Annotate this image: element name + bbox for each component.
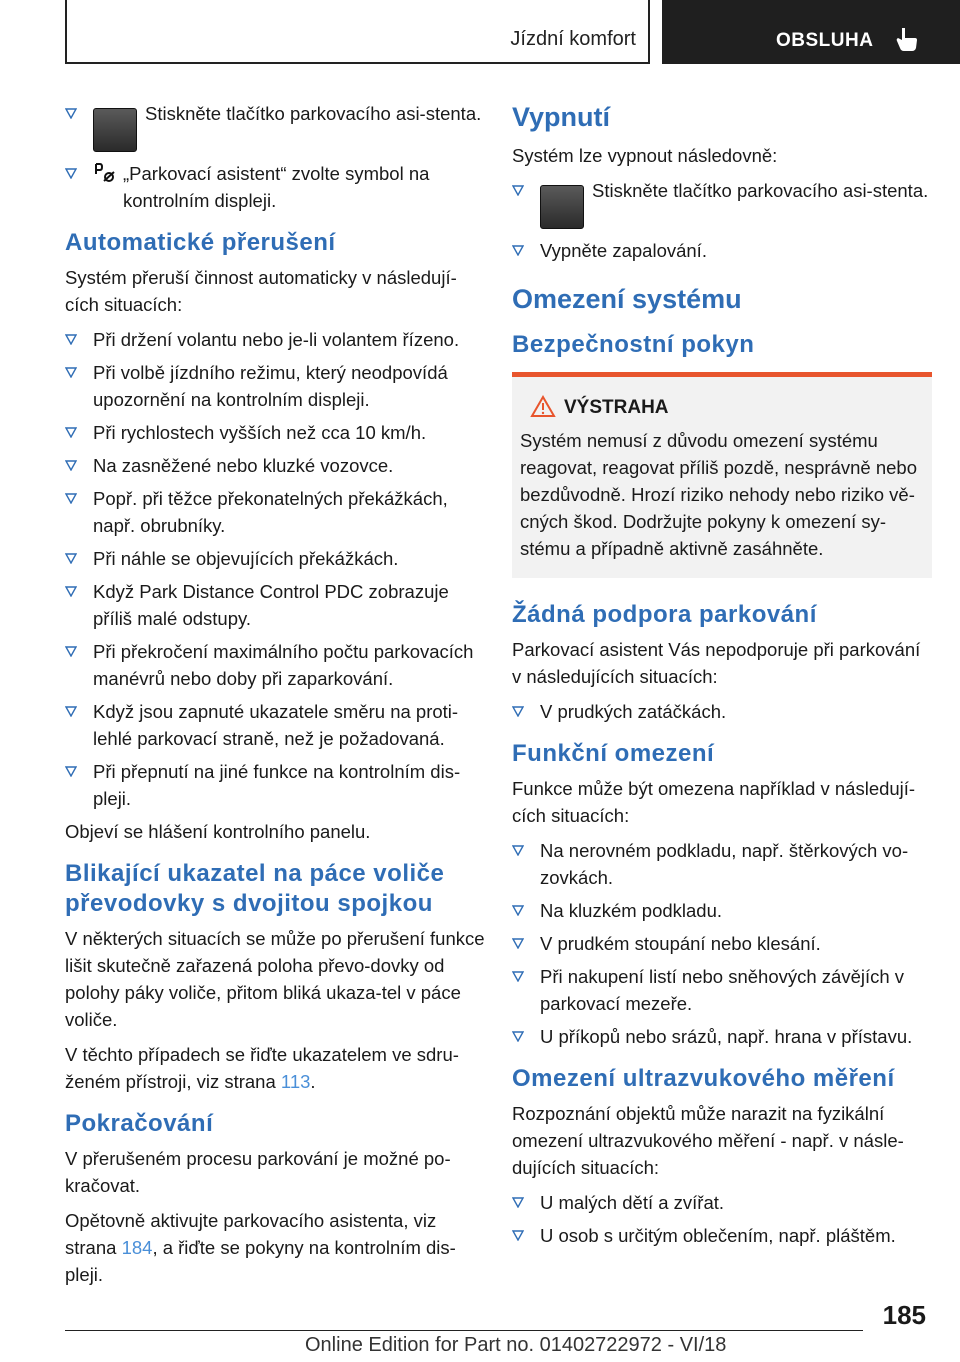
list-item-text: Stiskněte tlačítko parkovacího asi-stenta. xyxy=(592,180,929,201)
warning-triangle-icon xyxy=(530,395,556,418)
triangle-bullet-icon xyxy=(65,586,77,597)
list-item xyxy=(65,758,485,812)
section-heading: Blikající ukazatel na páce voliče převodovky s dvojitou spojkou xyxy=(65,860,445,917)
list-item xyxy=(512,1189,932,1216)
paragraph: Parkovací asistent Vás nepodporuje při parkování v následujících situacích: xyxy=(512,639,921,687)
warning-text: Systém nemusí z důvodu omezení systému reagovat, reagovat příliš pozdě, nesprávně nebo bezdůvodně. Hrozí riziko nehody nebo riziko vě-cných škod. Dodržujte pokyny k omezení sy-stému a případně aktivně zasáhněte. xyxy=(520,430,917,559)
triangle-bullet-icon xyxy=(65,367,77,378)
list-item-text: Při náhle se objevujících překážkách. xyxy=(93,548,399,569)
paragraph: V těchto případech se řiďte ukazatelem ve sdru-ženém přístroji, viz strana 113. xyxy=(65,1044,459,1092)
section-heading: Pokračování xyxy=(65,1110,214,1137)
list-item-text: Při rychlostech vyšších než cca 10 km/h. xyxy=(93,422,427,443)
warning-box xyxy=(512,372,932,578)
section-heading: Omezení ultrazvukového měření xyxy=(512,1065,895,1092)
bullet-list xyxy=(512,1189,932,1249)
page-number: 185 xyxy=(882,1300,926,1330)
triangle-bullet-icon xyxy=(65,493,77,504)
list-item xyxy=(512,177,932,231)
left-column xyxy=(65,100,485,1296)
list-item xyxy=(512,930,932,957)
triangle-bullet-icon xyxy=(512,185,524,196)
paragraph: V některých situacích se může po přerušení funkce lišit skutečně zařazená poloha převo-dovky od polohy páky voliče, přitom bliká ukaza-tel v páce voliče. xyxy=(65,928,485,1030)
triangle-bullet-icon xyxy=(512,1197,524,1208)
triangle-bullet-icon xyxy=(512,1031,524,1042)
list-item-text: Popř. při těžce překonatelných překážkách, např. obrubníky. xyxy=(93,488,448,536)
section-heading: Omezení systému xyxy=(512,284,742,314)
list-item-text: Při překročení maximálního počtu parkovacích manévrů nebo doby při zaparkování. xyxy=(93,641,474,689)
list-item-text: Když jsou zapnuté ukazatele směru na proti-lehlé parkovací straně, než je požadovaná. xyxy=(93,701,459,749)
list-item xyxy=(65,578,485,632)
list-item xyxy=(65,452,485,479)
list-item-text: U malých dětí a zvířat. xyxy=(540,1192,725,1213)
triangle-bullet-icon xyxy=(65,168,77,179)
paragraph: Funkce může být omezena například v následují-cích situacích: xyxy=(512,778,916,826)
triangle-bullet-icon xyxy=(65,646,77,657)
list-item xyxy=(65,638,485,692)
list-item xyxy=(512,963,932,1017)
footer-divider xyxy=(65,1330,863,1331)
section-heading: Žádná podpora parkování xyxy=(512,601,817,628)
page-link[interactable]: 184 xyxy=(121,1237,153,1258)
warning-label: VÝSTRAHA xyxy=(564,397,669,418)
list-item xyxy=(65,160,485,214)
header-section-title: Jízdní komfort xyxy=(510,28,636,50)
list-item-text: Při přepnutí na jiné funkce na kontrolním dis-pleji. xyxy=(93,761,461,809)
list-item-text: Na nerovném podkladu, např. štěrkových vo-zovkách. xyxy=(540,840,909,888)
page-link[interactable]: 113 xyxy=(280,1071,311,1092)
header-tab-label: OBSLUHA xyxy=(776,30,874,51)
paragraph: Rozpoznání objektů může narazit na fyzikální omezení ultrazvukového měření - např. v násle-dujících situacích: xyxy=(512,1103,904,1178)
list-item xyxy=(65,545,485,572)
list-item-text: Když Park Distance Control PDC zobrazuje příliš malé odstupy. xyxy=(93,581,449,629)
list-item xyxy=(65,698,485,752)
paragraph: Systém přeruší činnost automaticky v následují-cích situacích: xyxy=(65,267,457,315)
bullet-list xyxy=(512,837,932,1050)
triangle-bullet-icon xyxy=(512,1230,524,1241)
list-item xyxy=(512,237,932,264)
bullet-list xyxy=(512,698,932,725)
triangle-bullet-icon xyxy=(512,706,524,717)
list-item xyxy=(65,326,485,353)
parking-assistant-symbol-icon xyxy=(93,162,117,184)
triangle-bullet-icon xyxy=(65,553,77,564)
header-bar xyxy=(65,0,650,64)
list-item xyxy=(512,698,932,725)
list-item-text: „Parkovací asistent“ zvolte symbol na kontrolním displeji. xyxy=(123,163,430,211)
section-heading: Automatické přerušení xyxy=(65,229,336,256)
list-item xyxy=(512,1023,932,1050)
footer-edition: Online Edition for Part no. 01402722972 - VI/18 xyxy=(305,1334,727,1356)
triangle-bullet-icon xyxy=(512,905,524,916)
list-item-text: V prudkém stoupání nebo klesání. xyxy=(540,933,821,954)
right-column xyxy=(512,100,932,1255)
list-item-text: V prudkých zatáčkách. xyxy=(540,701,727,722)
list-item-text: Při držení volantu nebo je-li volantem řízeno. xyxy=(93,329,460,350)
triangle-bullet-icon xyxy=(65,460,77,471)
list-item-text: U příkopů nebo srázů, např. hrana v přístavu. xyxy=(540,1026,913,1047)
header-tab xyxy=(662,0,960,64)
paragraph: V přerušeném procesu parkování je možné po-kračovat. xyxy=(65,1148,451,1196)
triangle-bullet-icon xyxy=(65,766,77,777)
list-item xyxy=(65,485,485,539)
list-item-text: Na kluzkém podkladu. xyxy=(540,900,723,921)
parking-assistant-button-icon xyxy=(540,185,584,229)
hand-pointer-icon xyxy=(896,26,918,52)
list-item-text: U osob s určitým oblečením, např. pláštěm. xyxy=(540,1225,896,1246)
section-heading: Funkční omezení xyxy=(512,740,715,767)
list-item-text: Při volbě jízdního režimu, který neodpovídá upozornění na kontrolním displeji. xyxy=(93,362,448,410)
list-item xyxy=(65,419,485,446)
list-item-text: Stiskněte tlačítko parkovacího asi-stenta. xyxy=(145,103,482,124)
bullet-list xyxy=(65,326,485,812)
list-item xyxy=(512,1222,932,1249)
list-item xyxy=(65,359,485,413)
section-heading: Bezpečnostní pokyn xyxy=(512,331,755,358)
list-item xyxy=(512,837,932,891)
triangle-bullet-icon xyxy=(65,427,77,438)
paragraph: Objeví se hlášení kontrolního panelu. xyxy=(65,821,371,842)
triangle-bullet-icon xyxy=(512,245,524,256)
paragraph: Systém lze vypnout následovně: xyxy=(512,145,778,166)
paragraph: Opětovně aktivujte parkovacího asistenta, viz strana 184, a řiďte se pokyny na kontrolním dis-pleji. xyxy=(65,1210,456,1285)
triangle-bullet-icon xyxy=(65,706,77,717)
list-item-text: Vypněte zapalování. xyxy=(540,240,707,261)
triangle-bullet-icon xyxy=(512,845,524,856)
triangle-bullet-icon xyxy=(65,108,77,119)
section-heading: Vypnutí xyxy=(512,102,610,132)
triangle-bullet-icon xyxy=(512,938,524,949)
parking-assistant-button-icon xyxy=(93,108,137,152)
list-item xyxy=(512,897,932,924)
list-item xyxy=(65,100,485,154)
list-item-text: Na zasněžené nebo kluzké vozovce. xyxy=(93,455,394,476)
list-item-text: Při nakupení listí nebo sněhových závějích v parkovací mezeře. xyxy=(540,966,905,1014)
triangle-bullet-icon xyxy=(512,971,524,982)
triangle-bullet-icon xyxy=(65,334,77,345)
